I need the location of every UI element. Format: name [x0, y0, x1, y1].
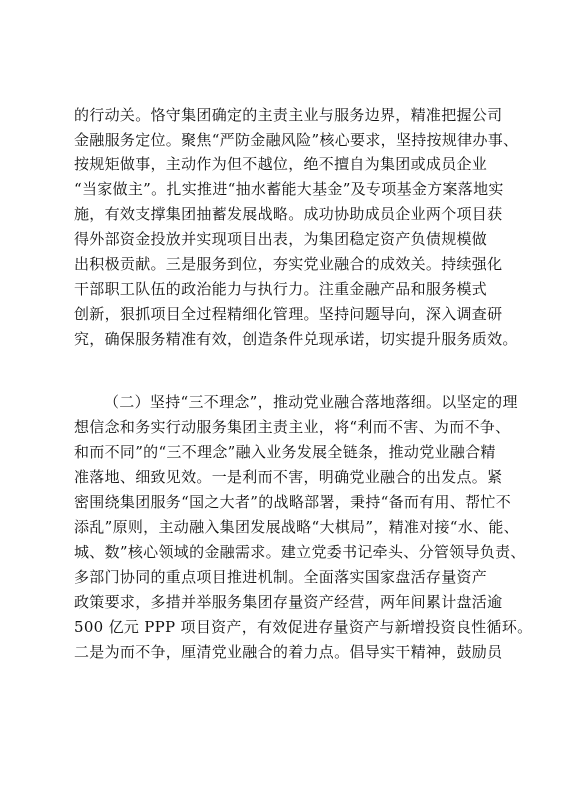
text-line: 政策要求，多措并举服务集团存量资产经营，两年间累计盘活逾 — [74, 593, 503, 611]
text-line: 准落地、细致见效。一是利而不害，明确党业融合的出发点。紧 — [74, 468, 503, 486]
text-line: 的行动关。恪守集团确定的主责主业与服务边界，精准把握公司 — [74, 106, 503, 124]
text-line: 密围绕集团服务“国之大者”的战略部署，秉持“备而有用、帮忙不 — [74, 493, 512, 511]
text-line: “当家做主”。扎实推进“抽水蓄能大基金”及专项基金方案落地实 — [74, 180, 504, 198]
text-line: 多部门协同的重点项目推进机制。全面落实国家盘活存量资产 — [74, 568, 488, 586]
text-line: 按规矩做事，主动作为但不越位，绝不擅自为集团或成员企业 — [74, 155, 488, 173]
text-line: 城、数”核心领域的金融需求。建立党委书记牵头、分管领导负责、 — [74, 543, 526, 561]
text-line: 施，有效支撑集团抽蓄发展战略。成功协助成员企业两个项目获 — [74, 205, 503, 223]
text-line: 干部职工队伍的政治能力与执行力。注重金融产品和服务模式 — [74, 280, 488, 298]
text-line: 金融服务定位。聚焦“严防金融风险”核心要求，坚持按规律办事、 — [74, 131, 519, 149]
section-heading-line: （二）坚持“三不理念”，推动党业融合落地落细。以坚定的理 — [104, 393, 518, 411]
text-line: 出积极贡献。三是服务到位，夯实党业融合的成效关。持续强化 — [74, 255, 503, 273]
text-line: 500 亿元 PPP 项目资产，有效促进存量资产与新增投资良性循环。 — [74, 618, 533, 636]
text-line: 创新，狠抓项目全过程精细化管理。坚持问题导向，深入调查研 — [74, 305, 503, 323]
text-line: 和而不同”的“三不理念”融入业务发展全链条，推动党业融合精 — [74, 443, 496, 461]
text-line: 得外部资金投放并实现项目出表，为集团稳定资产负债规模做 — [74, 230, 488, 248]
text-line: 添乱”原则，主动融入集团发展战略“大棋局”，精准对接“水、能、 — [74, 518, 519, 536]
text-line: 二是为而不争，厘清党业融合的着力点。倡导实干精神，鼓励员 — [74, 643, 503, 661]
text-line: 究，确保服务精准有效，创造条件兑现承诺，切实提升服务质效。 — [74, 330, 518, 348]
text-line: 想信念和务实行动服务集团主责主业，将“利而不害、为而不争、 — [74, 418, 511, 436]
